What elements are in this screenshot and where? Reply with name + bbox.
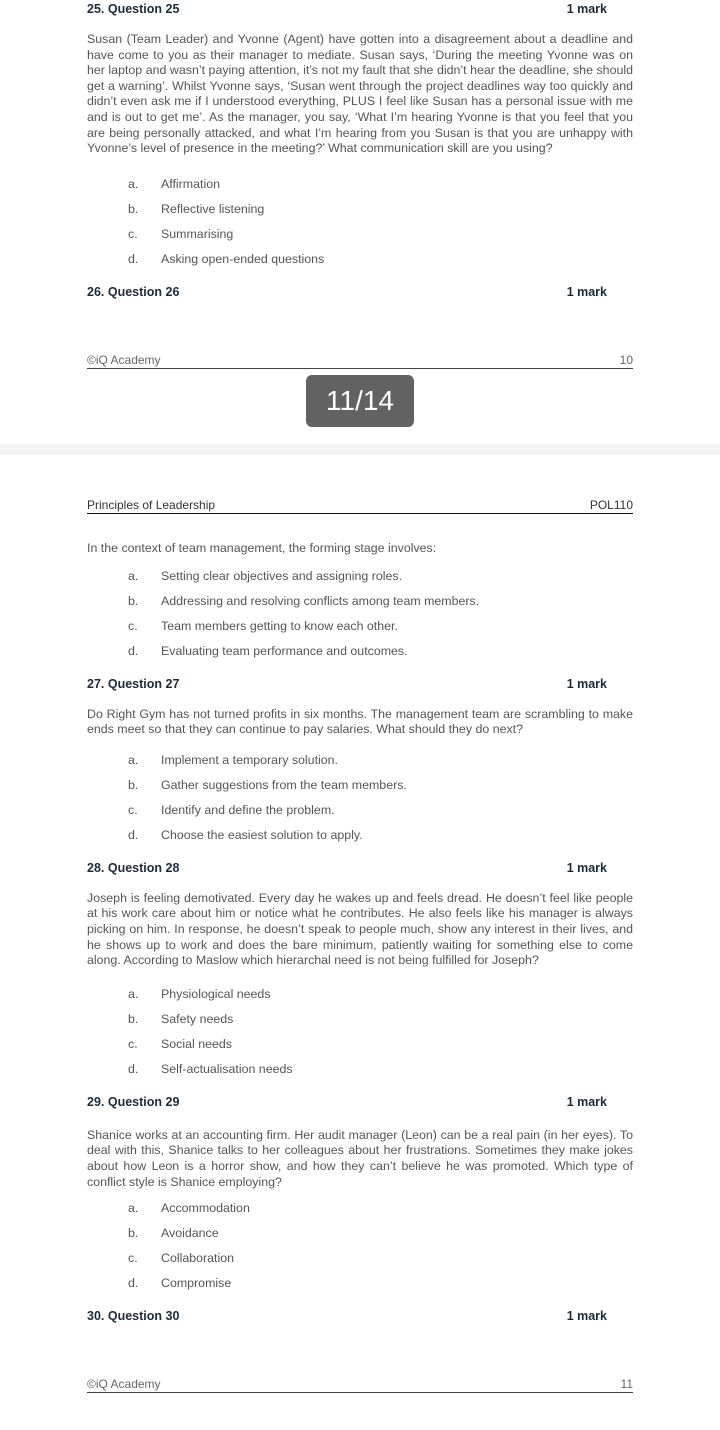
page-number: 10 [619,352,633,367]
option-text: Implement a temporary solution. [161,752,338,767]
option-letter: c. [128,618,138,633]
option-text: Identify and define the problem. [161,802,335,817]
option-text: Choose the easiest solution to apply. [161,827,363,842]
option-letter: c. [128,226,138,241]
course-title: Principles of Leadership [87,498,216,512]
question-title: 30. Question 30 [87,1309,180,1324]
option [128,1221,633,1246]
option [128,197,633,222]
question-25-text: Susan (Team Leader) and Yvonne (Agent) have gotten into a disagreement about a deadline and have come to you as their manager to mediate. Susan says, ‘During the meeting Yvonne was on her laptop and wasn’t paying attention, it’s not my fault that she didn’t hear the deadline, she should get a warning’. Whilst Yvonne says, ‘Susan went through the project deadlines way too quickly and didn’t even ask me if I understood everything, PLUS I feel like Susan has a personal issue with me and is out to get me’. As the manager, you say, ‘What I’m hearing Yvonne is that you feel that you are being personally attacked, and what I’m hearing from you Susan is that you are unhappy with Yvonne’s level of presence in the meeting?’ What communication skill are you using? [87,32,633,156]
option [128,1271,633,1296]
page-footer [87,1376,633,1393]
option [128,1196,633,1221]
page-10 [0,0,720,444]
option-letter: d. [128,1061,139,1076]
option-letter: b. [128,593,139,608]
option [128,748,633,773]
option-text: Affirmation [161,176,220,191]
option [128,1057,633,1082]
option [128,982,633,1007]
option-text: Social needs [161,1036,232,1051]
option-letter: d. [128,643,139,658]
question-29-text: Shanice works at an accounting firm. Her audit manager (Leon) can be a real pain (in her eyes). To deal with this, Shanice talks to her colleagues about her frustrations. Sometimes they make jokes about how Leon is a horror show, and how they can’t believe he was promoted. Which type of conflict style is Shanice employing? [87,1127,633,1189]
option-text: Reflective listening [161,201,265,216]
option-letter: c. [128,1251,138,1266]
question-mark: 1 mark [566,860,607,875]
question-26-header [87,284,633,300]
question-27-options [87,748,633,848]
option [128,1246,633,1271]
option-text: Safety needs [161,1011,234,1026]
option-letter: b. [128,201,139,216]
question-mark: 1 mark [566,676,607,691]
question-title: 26. Question 26 [87,284,180,299]
option-letter: a. [128,752,139,767]
option-text: Addressing and resolving conflicts among team members. [161,593,480,608]
course-code: POL110 [589,498,633,512]
option-letter: b. [128,1011,139,1026]
page-header [87,455,633,514]
question-title: 29. Question 29 [87,1094,180,1109]
question-mark: 1 mark [566,1309,607,1324]
option-letter: c. [128,1036,138,1051]
option-letter: d. [128,251,139,266]
option [128,1007,633,1032]
question-26-options [87,564,633,664]
option-letter: d. [128,827,139,842]
option [128,589,633,614]
option [128,172,633,197]
option [128,639,633,664]
question-28-options [87,982,633,1082]
option-letter: d. [128,1276,139,1291]
page-gap [0,444,720,455]
option [128,564,633,589]
option-text: Accommodation [161,1201,250,1216]
question-mark: 1 mark [566,284,607,299]
option-text: Compromise [161,1276,232,1291]
option [128,614,633,639]
option-letter: b. [128,777,139,792]
question-29-header [87,1094,633,1110]
question-28-text: Joseph is feeling demotivated. Every day he wakes up and feels dread. He doesn’t feel like people at his work care about him or notice what he contributes. He also feels like his manager is always picking on him. In response, he doesn’t speak to people much, show any interest in their lives, and he shows up to work and does the bare minimum, patiently waiting for something else to come along. According to Maslow which hierarchal need is not being fulfilled for Joseph? [87,890,633,968]
option-text: Evaluating team performance and outcomes. [161,643,408,658]
question-title: 25. Question 25 [87,2,180,16]
option [128,798,633,823]
question-title: 28. Question 28 [87,860,180,875]
page-indicator: 11/14 [306,375,414,427]
option-text: Avoidance [161,1226,219,1241]
question-30-header [87,1308,633,1324]
page-footer [87,352,633,369]
option-letter: a. [128,986,139,1001]
question-26-text: In the context of team management, the forming stage involves: [87,541,437,555]
option [128,247,633,272]
page-11 [0,455,720,1409]
question-29-options [87,1196,633,1296]
option-text: Setting clear objectives and assigning roles. [161,568,403,583]
option-letter: a. [128,568,139,583]
question-mark: 1 mark [566,2,607,16]
option-text: Gather suggestions from the team members. [161,777,407,792]
option-text: Self-actualisation needs [161,1061,293,1076]
footer-copyright: ©iQ Academy [87,1377,161,1392]
option-letter: a. [128,1201,139,1216]
question-mark: 1 mark [566,1094,607,1109]
option-letter: a. [128,176,139,191]
question-25-header [87,1,633,17]
footer-copyright: ©iQ Academy [87,352,161,367]
option-text: Asking open-ended questions [161,251,325,266]
option-text: Team members getting to know each other. [161,618,398,633]
option [128,222,633,247]
question-27-text: Do Right Gym has not turned profits in six months. The management team are scrambling to make ends meet so that they can continue to pay salaries. What should they do next? [87,706,633,737]
question-28-header [87,860,633,876]
option [128,1032,633,1057]
page-number: 11 [620,1377,633,1392]
option-text: Collaboration [161,1251,235,1266]
option-text: Physiological needs [161,986,271,1001]
question-25-options [87,172,633,272]
option-text: Summarising [161,226,234,241]
option [128,773,633,798]
question-title: 27. Question 27 [87,676,180,691]
option [128,823,633,848]
option-letter: b. [128,1226,139,1241]
option-letter: c. [128,802,138,817]
question-27-header [87,676,633,692]
